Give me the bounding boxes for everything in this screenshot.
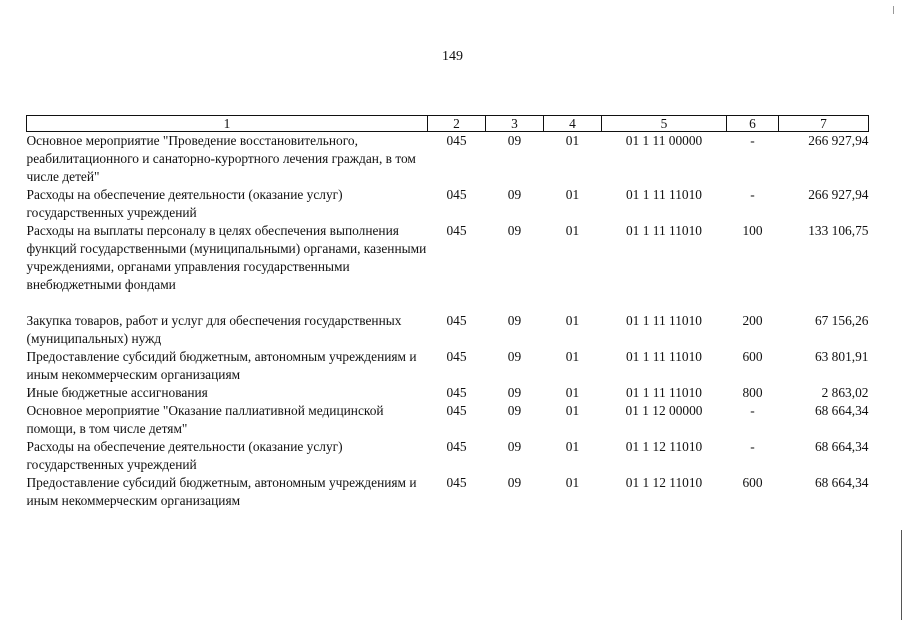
row-col-5: 01 1 11 11010 — [625, 223, 702, 238]
row-name: Расходы на обеспечение деятельности (оказание услуг) государственных учреждений — [26, 187, 343, 220]
budget-table — [26, 115, 869, 510]
row-col-2: 045 — [446, 133, 467, 148]
table-row — [27, 222, 869, 294]
row-col-6: - — [750, 187, 755, 202]
table-spacer-row — [27, 294, 869, 312]
row-col-7: 63 801,91 — [814, 349, 869, 364]
row-col-7: 266 927,94 — [808, 133, 869, 148]
row-col-7: 67 156,26 — [814, 313, 869, 328]
row-col-5: 01 1 11 11010 — [625, 349, 702, 364]
row-col-3: 09 — [507, 187, 522, 202]
row-col-2: 045 — [446, 475, 467, 490]
row-col-6: 200 — [742, 313, 763, 328]
row-name: Расходы на обеспечение деятельности (оказание услуг) государственных учреждений — [26, 439, 343, 472]
row-col-2: 045 — [446, 385, 467, 400]
row-col-2: 045 — [446, 223, 467, 238]
row-name: Основное мероприятие "Оказание паллиативной медицинской помощи, в том числе детям" — [26, 403, 384, 436]
row-name: Предоставление субсидий бюджетным, автономным учреждениям и иным некоммерческим организациям — [26, 349, 417, 382]
table-row — [27, 384, 869, 402]
header-col-1: 1 — [27, 116, 428, 132]
row-col-7: 266 927,94 — [808, 187, 869, 202]
header-col-2: 2 — [428, 116, 486, 132]
table-row — [27, 186, 869, 222]
row-col-7: 68 664,34 — [814, 403, 869, 418]
row-name: Закупка товаров, работ и услуг для обеспечения государственных (муниципальных) нужд — [26, 313, 402, 346]
table-header-row — [27, 116, 869, 132]
row-col-6: 100 — [742, 223, 763, 238]
row-col-3: 09 — [507, 403, 522, 418]
row-col-3: 09 — [507, 349, 522, 364]
scan-edge-mark — [901, 530, 902, 620]
table-row — [27, 438, 869, 474]
row-col-4: 01 — [565, 475, 580, 490]
spacer-cell — [27, 294, 869, 312]
row-col-4: 01 — [565, 403, 580, 418]
row-col-3: 09 — [507, 439, 522, 454]
row-col-4: 01 — [565, 385, 580, 400]
row-col-6: 600 — [742, 475, 763, 490]
row-col-4: 01 — [565, 223, 580, 238]
table-row — [27, 348, 869, 384]
row-col-5: 01 1 12 00000 — [625, 403, 703, 418]
row-col-5: 01 1 12 11010 — [625, 475, 703, 490]
row-name: Расходы на выплаты персоналу в целях обеспечения выполнения функций государственными (муниципальными) органами, казенными учреждениями, органами управления государственными внебюджетными фондами — [26, 223, 427, 292]
row-col-3: 09 — [507, 385, 522, 400]
row-col-4: 01 — [565, 313, 580, 328]
row-col-6: - — [750, 403, 755, 418]
row-col-2: 045 — [446, 313, 467, 328]
row-col-4: 01 — [565, 187, 580, 202]
row-col-6: - — [750, 133, 755, 148]
header-col-5: 5 — [602, 116, 727, 132]
row-col-7: 68 664,34 — [814, 475, 869, 490]
header-col-3: 3 — [486, 116, 544, 132]
row-col-5: 01 1 11 11010 — [625, 313, 702, 328]
row-col-3: 09 — [507, 313, 522, 328]
row-name: Иные бюджетные ассигнования — [26, 385, 208, 400]
row-col-4: 01 — [565, 133, 580, 148]
row-col-2: 045 — [446, 349, 467, 364]
row-name: Предоставление субсидий бюджетным, автономным учреждениям и иным некоммерческим организациям — [26, 475, 417, 508]
row-col-7: 2 863,02 — [821, 385, 869, 400]
header-col-4: 4 — [544, 116, 602, 132]
scan-edge-mark-top — [893, 6, 894, 14]
row-col-5: 01 1 11 11010 — [625, 385, 702, 400]
header-col-6: 6 — [727, 116, 779, 132]
table-row — [27, 132, 869, 187]
row-col-4: 01 — [565, 439, 580, 454]
page-number: 149 — [442, 49, 463, 64]
row-col-7: 133 106,75 — [808, 223, 869, 238]
row-col-4: 01 — [565, 349, 580, 364]
table-row — [27, 474, 869, 510]
row-col-6: 800 — [742, 385, 763, 400]
row-col-7: 68 664,34 — [814, 439, 869, 454]
table-row — [27, 402, 869, 438]
row-col-3: 09 — [507, 133, 522, 148]
row-col-5: 01 1 11 00000 — [625, 133, 703, 148]
row-col-6: 600 — [742, 349, 763, 364]
row-col-2: 045 — [446, 403, 467, 418]
row-col-2: 045 — [446, 187, 467, 202]
row-col-3: 09 — [507, 223, 522, 238]
row-col-2: 045 — [446, 439, 467, 454]
row-col-6: - — [750, 439, 755, 454]
header-col-7: 7 — [779, 116, 869, 132]
row-name: Основное мероприятие "Проведение восстановительного, реабилитационного и санаторно-курортного лечения граждан, в том числе детей" — [26, 133, 416, 184]
table-row — [27, 312, 869, 348]
row-col-5: 01 1 12 11010 — [625, 439, 703, 454]
row-col-3: 09 — [507, 475, 522, 490]
row-col-5: 01 1 11 11010 — [625, 187, 702, 202]
